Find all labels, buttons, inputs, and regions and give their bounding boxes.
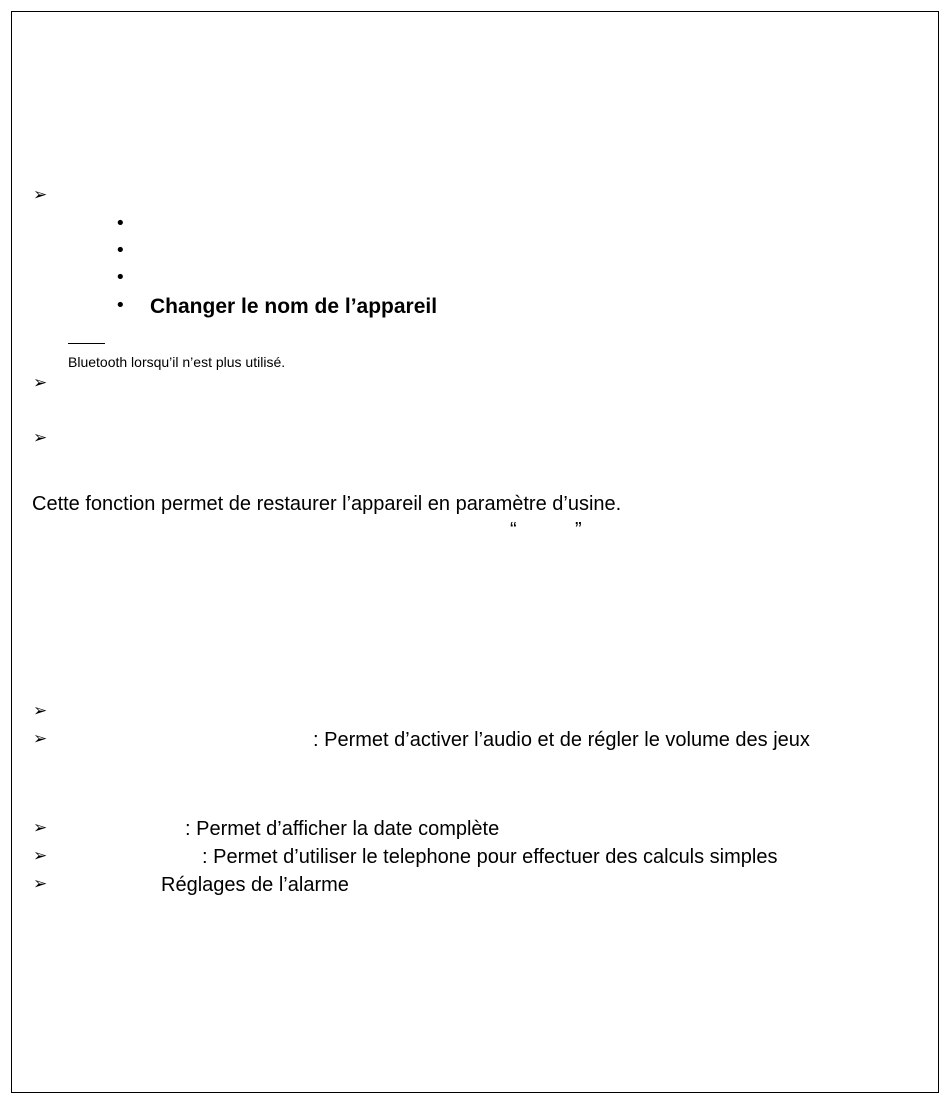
audio-item: : Permet d’activer l’audio et de régler le volume des jeux: [313, 729, 810, 751]
reset-description: Cette fonction permet de restaurer l’appareil en paramètre d’usine.: [32, 493, 622, 515]
alarm-item: Réglages de l’alarme: [161, 874, 349, 896]
page-border: [11, 11, 939, 1093]
close-quote: ”: [575, 519, 582, 541]
bullet-icon: •: [115, 295, 126, 316]
open-quote: “: [510, 519, 517, 541]
rename-device-item: Changer le nom de l’appareil: [150, 295, 438, 318]
bullet-icon: •: [115, 267, 126, 288]
arrow-bullet-icon: ➢: [33, 729, 48, 749]
arrow-bullet-icon: ➢: [33, 185, 48, 205]
arrow-bullet-icon: ➢: [33, 846, 48, 866]
date-item: : Permet d’afficher la date complète: [185, 818, 500, 840]
bluetooth-note: Bluetooth lorsqu’il n’est plus utilisé.: [68, 354, 286, 370]
arrow-bullet-icon: ➢: [33, 874, 48, 894]
arrow-bullet-icon: ➢: [33, 428, 48, 448]
arrow-bullet-icon: ➢: [33, 818, 48, 838]
bullet-icon: •: [115, 213, 126, 234]
arrow-bullet-icon: ➢: [33, 701, 48, 721]
bullet-icon: •: [115, 240, 126, 261]
calculator-item: : Permet d’utiliser le telephone pour effectuer des calculs simples: [202, 846, 778, 868]
note-divider: [68, 343, 105, 344]
arrow-bullet-icon: ➢: [33, 373, 48, 393]
